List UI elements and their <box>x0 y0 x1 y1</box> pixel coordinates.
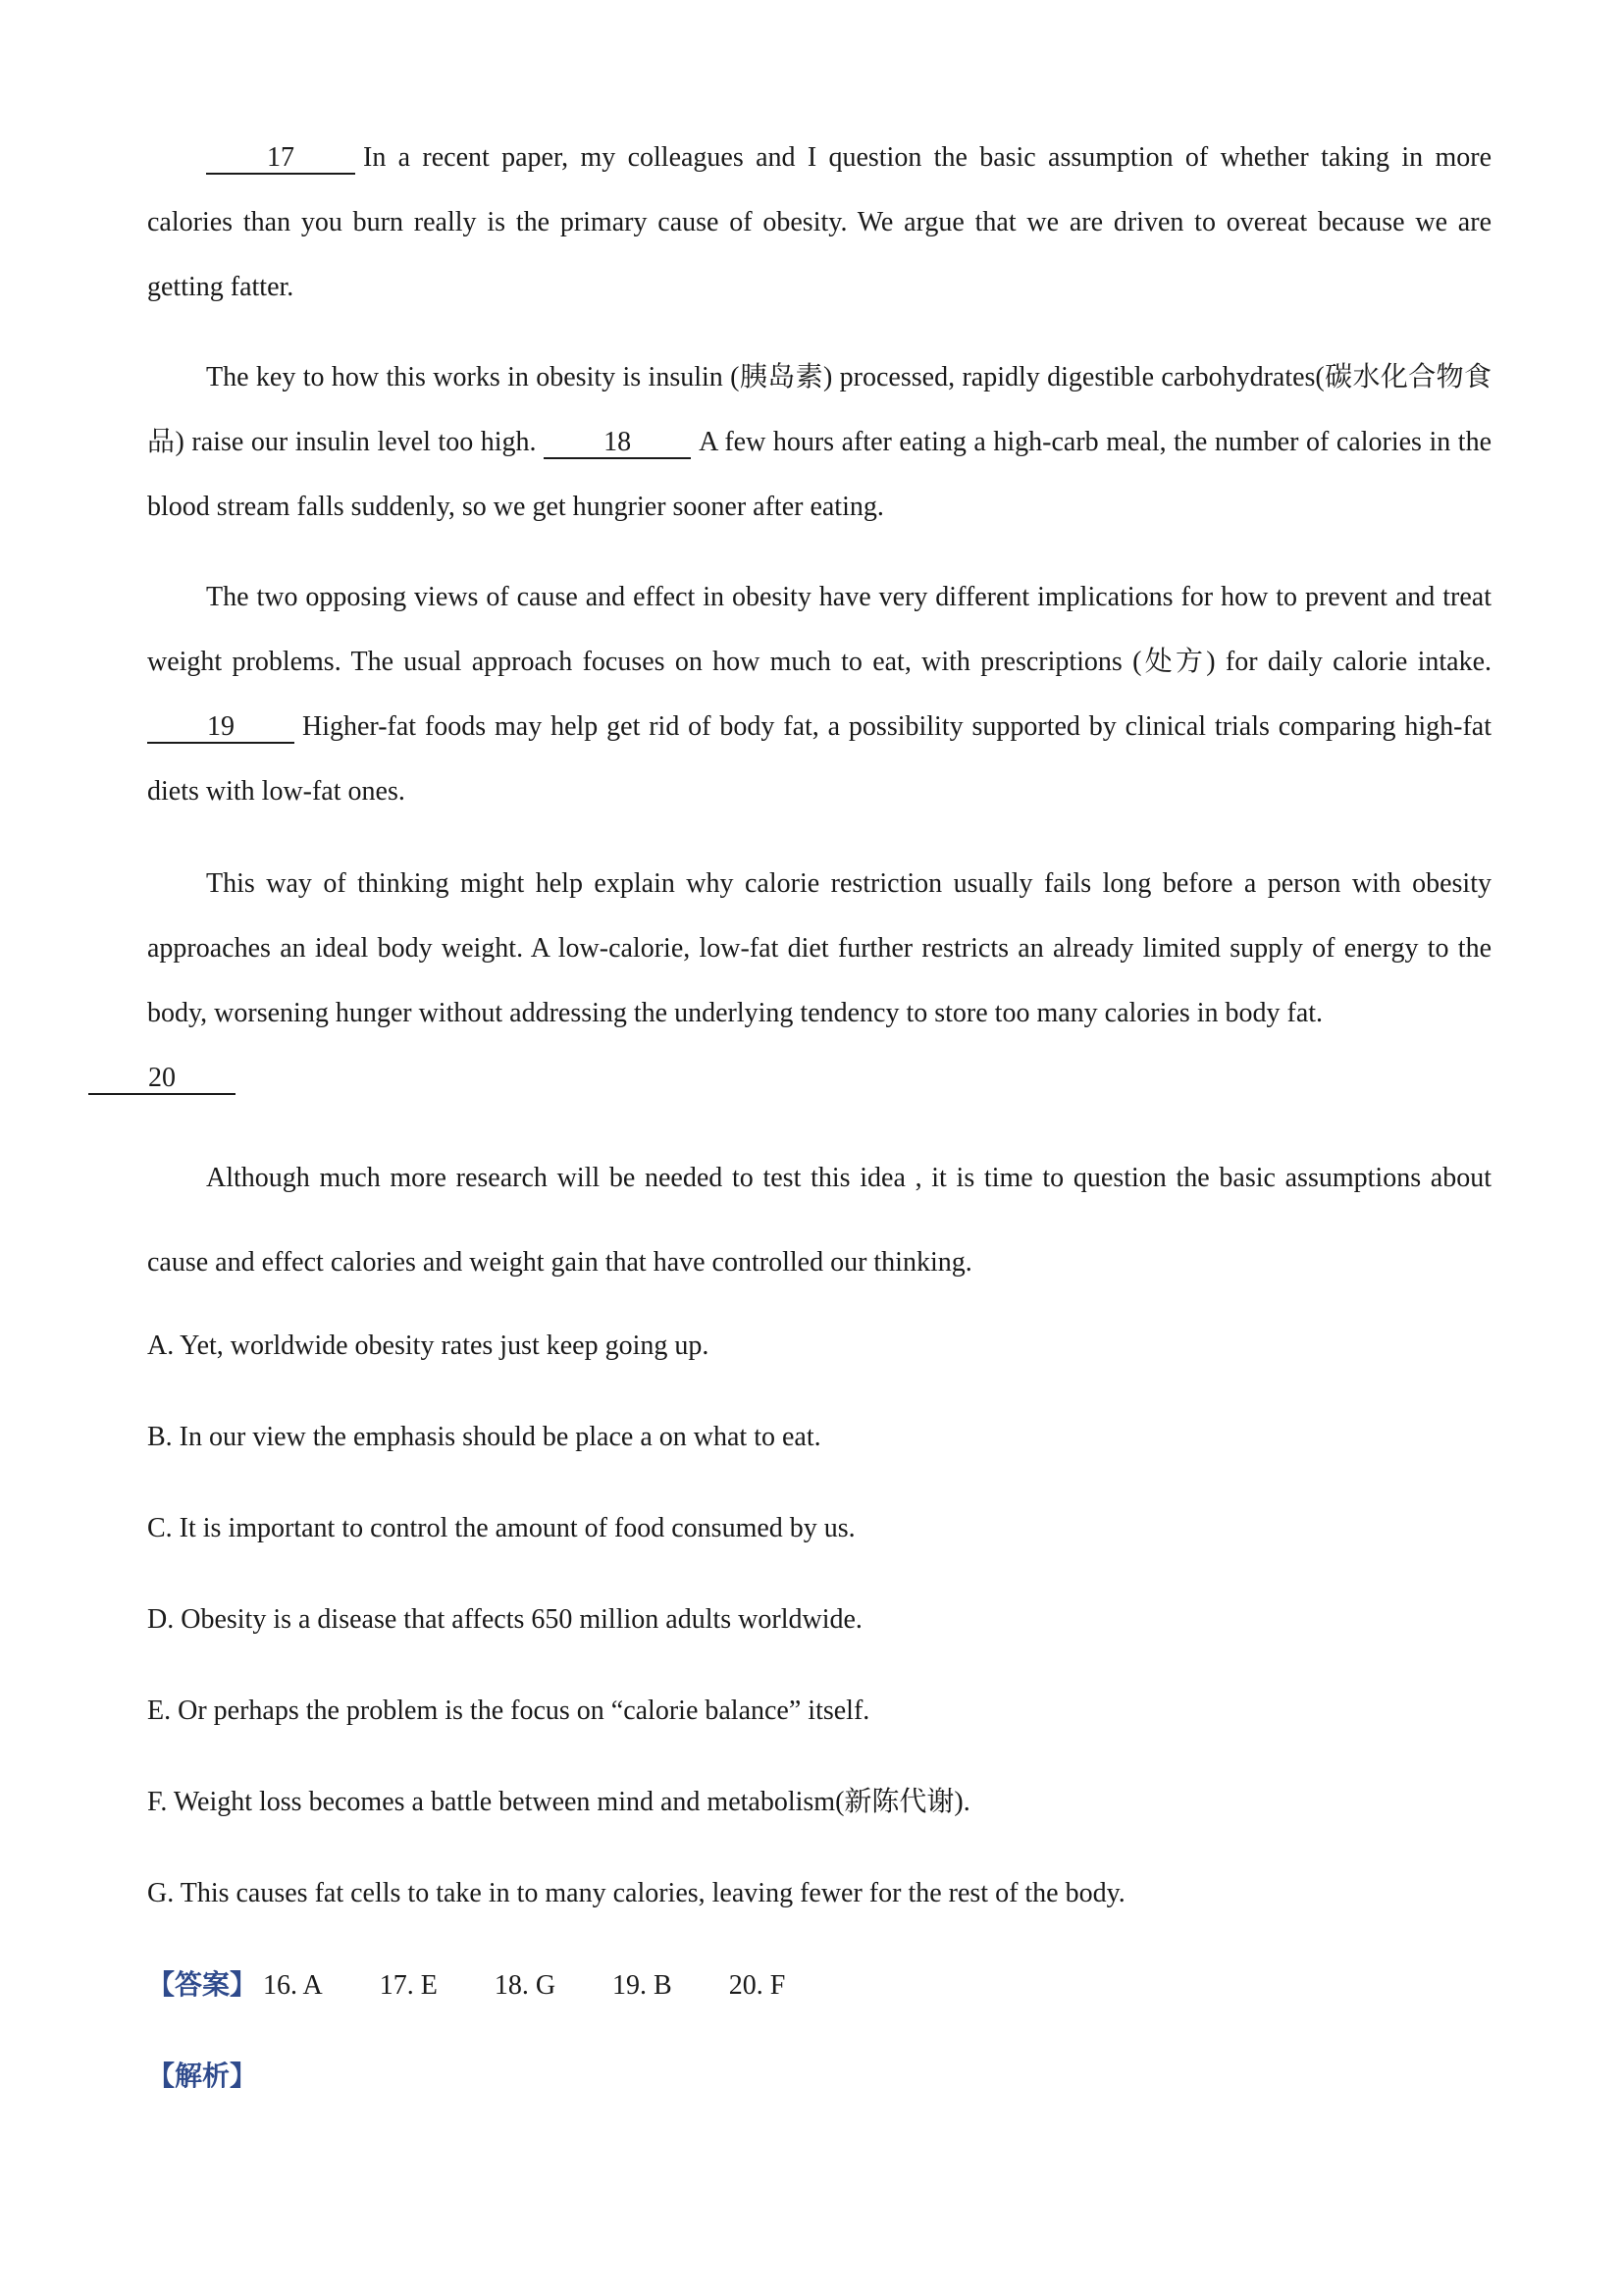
option-c: C. It is important to control the amount of food consumed by us. <box>147 1513 856 1543</box>
paragraph-3 <box>147 565 1492 824</box>
paragraph-2-text-before: The key to how this works in obesity is insulin (胰岛素) processed, rapidly digestible carbohydrates(碳水化合物食品) raise our insulin level too high. <box>147 362 1492 457</box>
answer-item-20: 20. F <box>728 1970 786 2001</box>
option-d: D. Obesity is a disease that affects 650 million adults worldwide. <box>147 1604 863 1635</box>
paragraph-1-text: In a recent paper, my colleagues and I question the basic assumption of whether taking in more calories than you burn really is the primary cause of obesity. We argue that we are driven to overeat because we are getting fatter. <box>147 142 1492 302</box>
option-e: E. Or perhaps the problem is the focus on “calorie balance” itself. <box>147 1696 870 1726</box>
answer-line <box>147 1965 842 2006</box>
answer-item-19: 19. B <box>612 1970 672 2001</box>
option-f: F. Weight loss becomes a battle between mind and metabolism(新陈代谢). <box>147 1787 970 1817</box>
option-b: B. In our view the emphasis should be place a on what to eat. <box>147 1422 821 1452</box>
answer-tag: 【答案】 <box>147 1968 258 2001</box>
paragraph-3-text-after: Higher-fat foods may help get rid of body fat, a possibility supported by clinical trials comparing high-fat diets with low-fat ones. <box>147 711 1492 807</box>
paragraph-2 <box>147 345 1492 540</box>
paragraph-1 <box>147 126 1492 320</box>
blank-19: 19 <box>147 712 294 744</box>
paragraph-5 <box>147 1136 1492 1305</box>
option-g: G. This causes fat cells to take in to many calories, leaving fewer for the rest of the body. <box>147 1878 1126 1908</box>
blank-17: 17 <box>206 143 355 175</box>
answer-item-18: 18. G <box>494 1970 556 2001</box>
paragraph-2-text-after: A few hours after eating a high-carb meal, the number of calories in the blood stream falls suddenly, so we get hungrier sooner after eating. <box>147 427 1492 522</box>
answer-item-16: 16. A <box>263 1970 323 2001</box>
answer-item-17: 17. E <box>379 1970 438 2001</box>
analysis-tag: 【解析】 <box>147 2060 258 2092</box>
blank-18: 18 <box>544 428 691 459</box>
analysis-heading <box>147 2057 263 2097</box>
option-a: A. Yet, worldwide obesity rates just keep going up. <box>147 1331 709 1361</box>
paragraph-4 <box>147 852 1492 1111</box>
paragraph-3-text-before: The two opposing views of cause and effect in obesity have very different implications for how to prevent and treat weight problems. The usual approach focuses on how much to eat, with prescriptions (处方) for daily calorie intake. <box>147 582 1492 677</box>
paragraph-5-text: Although much more research will be needed to test this idea , it is time to question the basic assumptions about cause and effect calories and weight gain that have controlled our thinking. <box>147 1163 1492 1278</box>
blank-20: 20 <box>88 1064 236 1095</box>
paragraph-4-text: This way of thinking might help explain why calorie restriction usually fails long before a person with obesity approaches an ideal body weight. A low-calorie, low-fat diet further restricts an already limited supply of energy to the body, worsening hunger without addressing the underlying tendency to store too many calories in body fat. <box>147 868 1492 1028</box>
